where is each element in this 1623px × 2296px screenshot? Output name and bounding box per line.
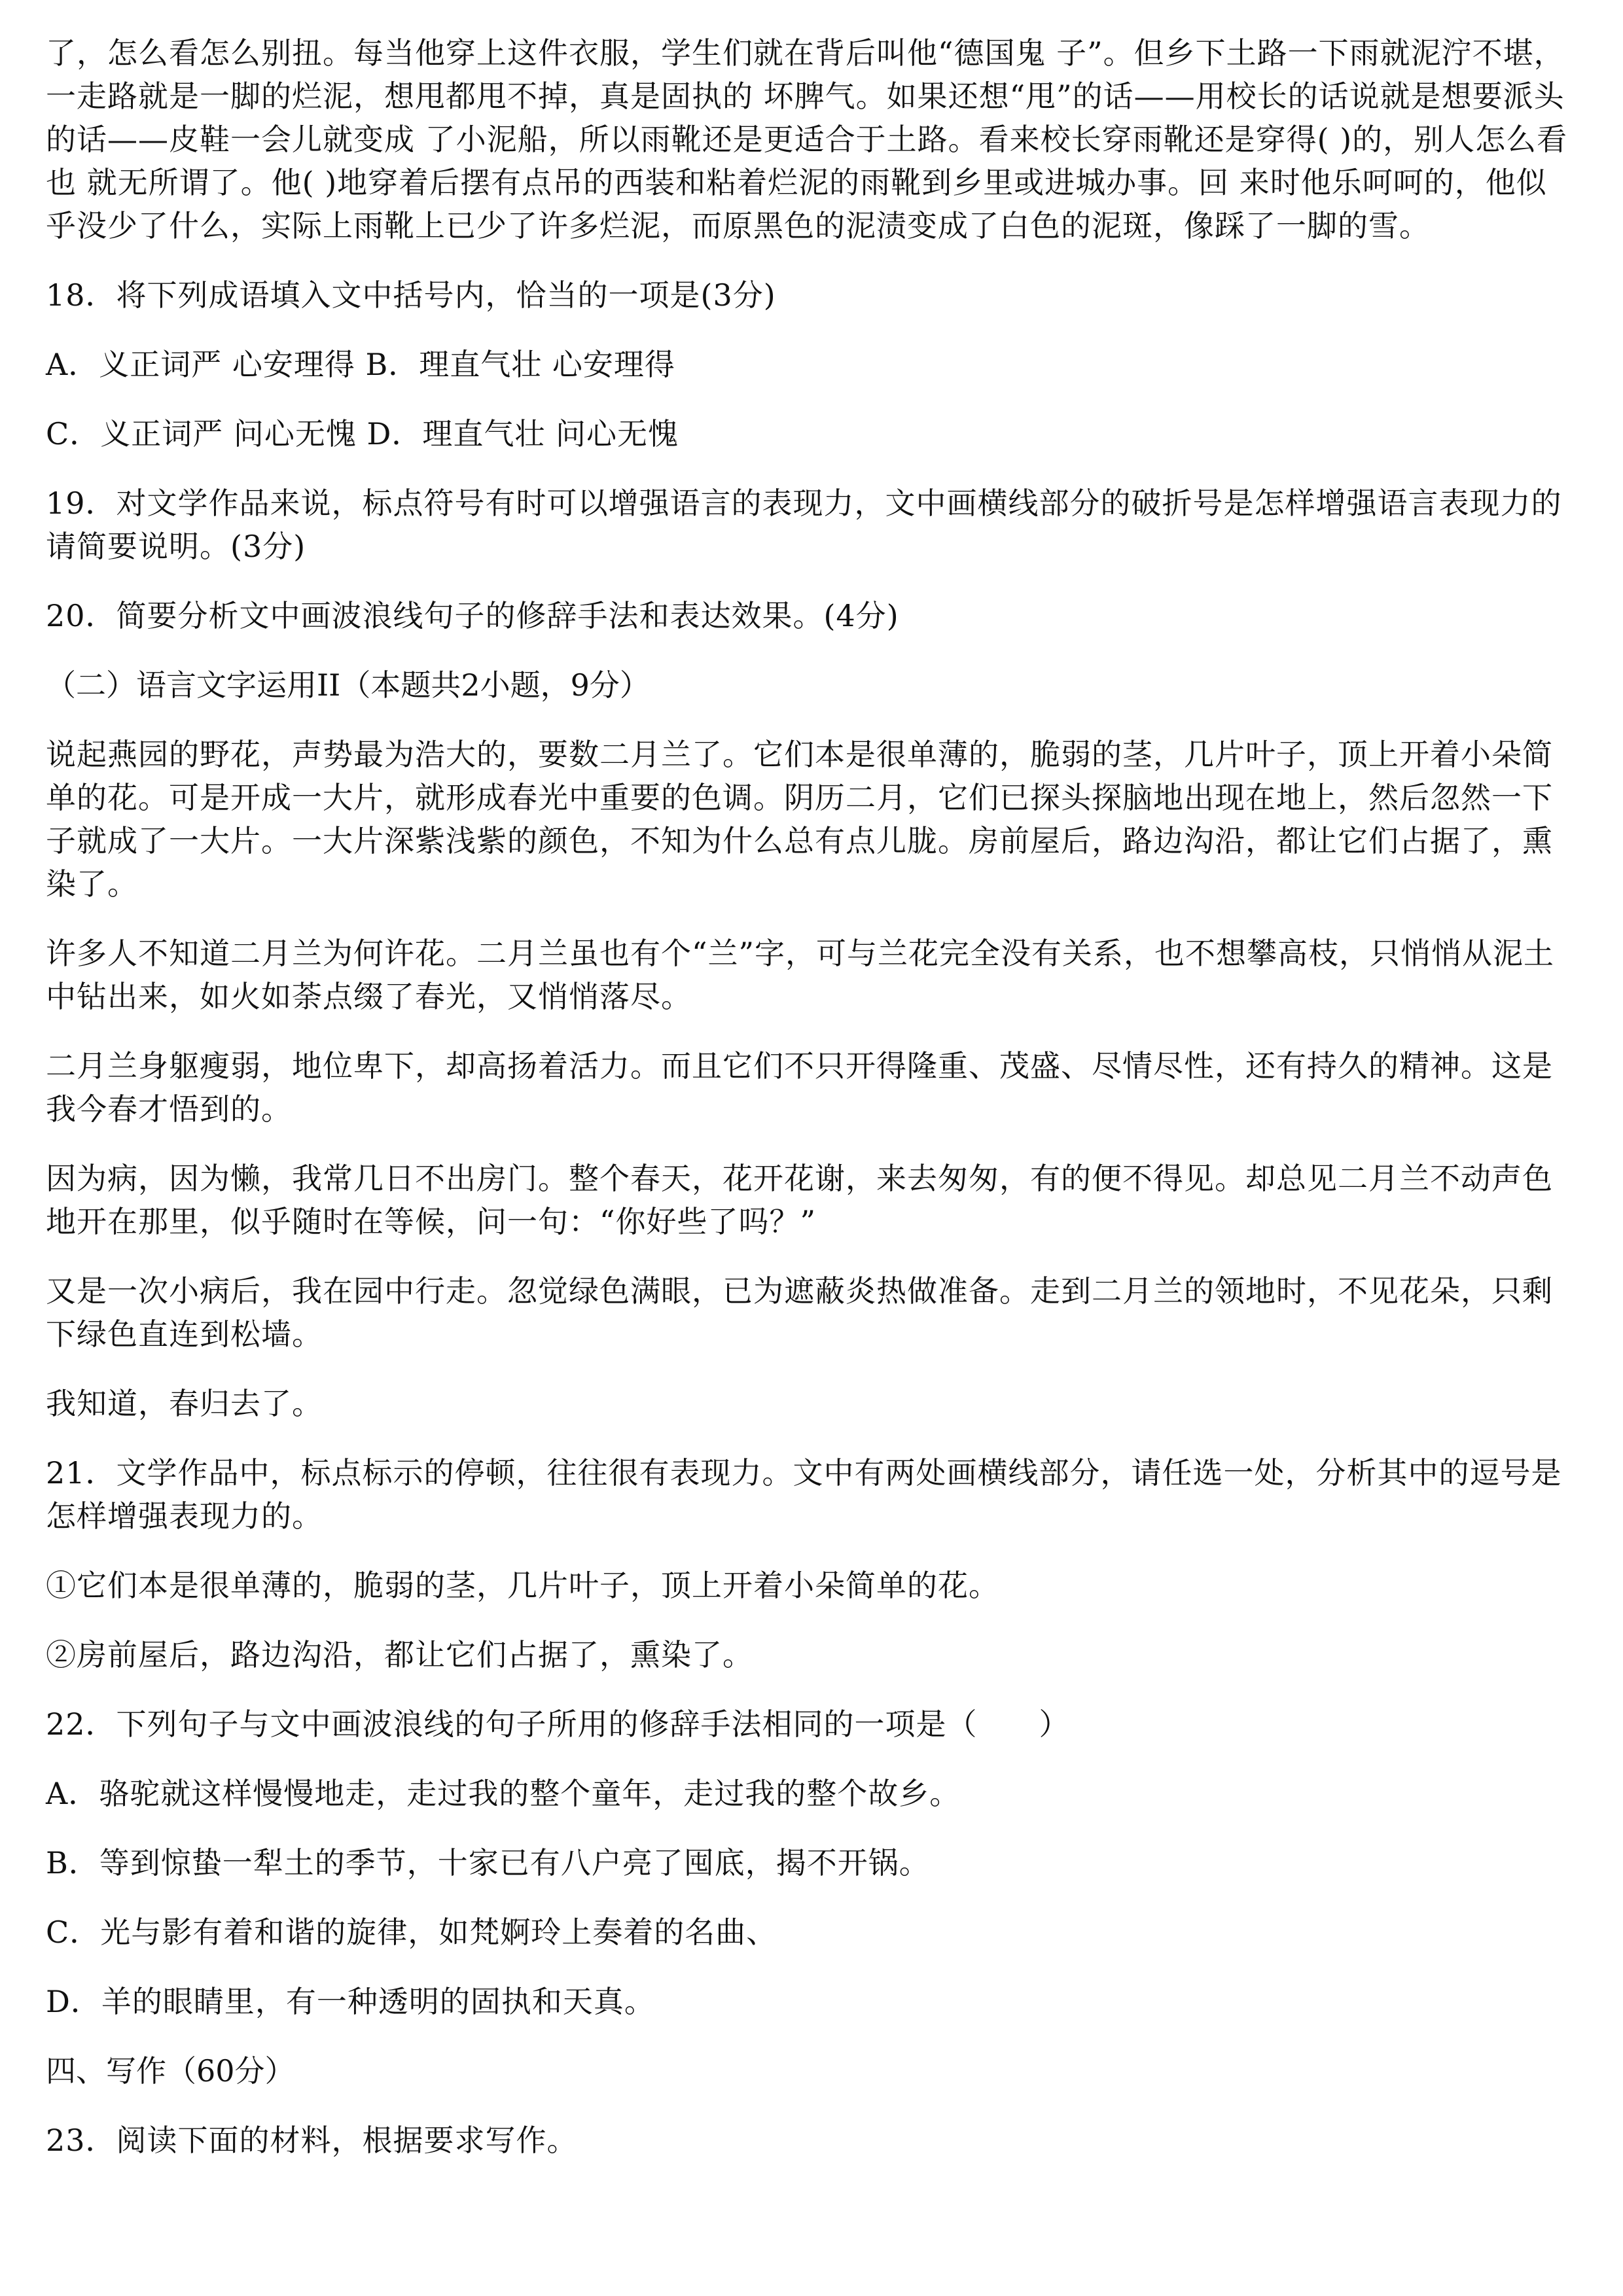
question-22-option-a: A．骆驼就这样慢慢地走，走过我的整个童年，走过我的整个故乡。 xyxy=(46,1776,961,1811)
section-heading-language-use-ii: （二）语言文字运用II（本题共2小题，9分） xyxy=(46,667,650,703)
passage-paragraph-2: 许多人不知道二月兰为何许花。二月兰虽也有个“兰”字，可与兰花完全没有关系，也不想攀高枝，只悄悄从泥土中钻出来，如火如荼点缀了春光，又悄悄落尽。 xyxy=(46,936,1555,1014)
question-22-option-b: B．等到惊蛰一犁土的季节，十家已有八户亮了囤底，揭不开锅。 xyxy=(46,1845,930,1881)
question-23: 23．阅读下面的材料，根据要求写作。 xyxy=(46,2123,578,2158)
passage-paragraph-3: 二月兰身躯瘦弱，地位卑下，却高扬着活力。而且它们不只开得隆重、茂盛、尽情尽性，还有持久的精神。这是我今春才悟到的。 xyxy=(46,1048,1553,1127)
question-18-options-cd: C．义正词严 问心无愧 D．理直气壮 问心无愧 xyxy=(46,416,679,451)
question-22-option-d: D．羊的眼睛里，有一种透明的固执和天真。 xyxy=(46,1984,655,2019)
passage-paragraph-5: 又是一次小病后，我在园中行走。忽觉绿色满眼，已为遮蔽炎热做准备。走到二月兰的领地时，不见花朵，只剩下绿色直连到松墙。 xyxy=(46,1273,1553,1352)
passage-paragraph-6: 我知道，春归去了。 xyxy=(46,1386,323,1421)
passage-paragraph-4: 因为病，因为懒，我常几日不出房门。整个春天，花开花谢，来去匆匆，有的便不得见。却总见二月兰不动声色地开在那里，似乎随时在等候，问一句：“你好些了吗？” xyxy=(46,1161,1553,1239)
passage-paragraph-1: 说起燕园的野花，声势最为浩大的，要数二月兰了。它们本是很单薄的，脆弱的茎，几片叶子，顶上开着小朵简单的花。可是开成一大片，就形成春光中重要的色调。阴历二月，它们已探头探脑地出现在地上，然后忽然一下子就成了一大片。一大片深紫浅紫的颜色，不知为什么总有点儿胧。房前屋后，路边沟沿，都让它们占据了，熏染了。 xyxy=(46,737,1553,902)
passage-continuation: 了，怎么看怎么别扭。每当他穿上这件衣服，学生们就在背后叫他“德国鬼 子”。但乡下土路一下雨就泥泞不堪，一走路就是一脚的烂泥，想甩都甩不掉，真是固执的 坏脾气。如果还想“甩”的话——用校长的话说就是想要派头的话——皮鞋一会儿就变成 了小泥船，所以雨靴还是更适合于土路。看来校长穿雨靴还是穿得( )的，别人怎么看也 就无所谓了。他( )地穿着后摆有点吊的西装和粘着烂泥的雨靴到乡里或进城办事。回 来时他乐呵呵的，他似乎没少了什么，实际上雨靴上已少了许多烂泥，而原黑色的泥渍变成了白色的泥斑，像踩了一脚的雪。 xyxy=(46,35,1568,243)
question-21-sentence-1: ①它们本是很单薄的，脆弱的茎，几片叶子，顶上开着小朵简单的花。 xyxy=(46,1568,999,1603)
question-22: 22．下列句子与文中画波浪线的句子所用的修辞手法相同的一项是（ ） xyxy=(46,1706,1070,1742)
question-21-sentence-2: ②房前屋后，路边沟沿，都让它们占据了，熏染了。 xyxy=(46,1637,753,1672)
question-18: 18．将下列成语填入文中括号内，恰当的一项是(3分) xyxy=(46,277,776,313)
question-22-option-c: C．光与影有着和谐的旋律，如梵婀玲上奏着的名曲、 xyxy=(46,1915,777,1950)
question-20: 20．简要分析文中画波浪线句子的修辞手法和表达效果。(4分) xyxy=(46,598,899,633)
document-page xyxy=(46,31,1571,2188)
question-21: 21．文学作品中，标点标示的停顿，往往很有表现力。文中有两处画横线部分，请任选一处，分析其中的逗号是怎样增强表现力的。 xyxy=(46,1455,1562,1534)
section-heading-writing: 四、写作（60分） xyxy=(46,2053,295,2089)
question-18-options-ab: A．义正词严 心安理得 B．理直气壮 心安理得 xyxy=(46,347,675,382)
question-19: 19．对文学作品来说，标点符号有时可以增强语言的表现力，文中画横线部分的破折号是怎样增强语言表现力的 请简要说明。(3分) xyxy=(46,486,1562,564)
